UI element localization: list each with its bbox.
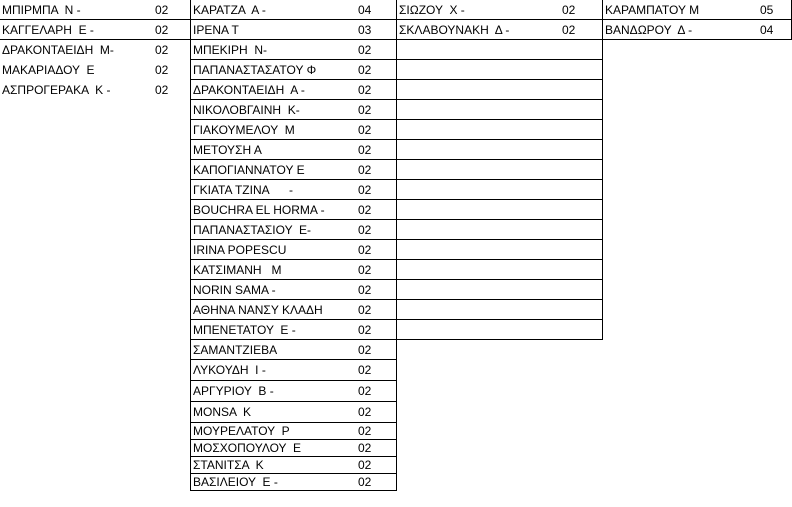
cell-name: ΜΠΙΡΜΠΑ Ν - — [2, 3, 81, 17]
column-4 — [603, 0, 792, 40]
cell-value: 02 — [358, 43, 372, 57]
cell-row[interactable] — [190, 0, 397, 20]
cell-row[interactable] — [0, 80, 190, 100]
cell-name: ΠΑΠΑΝΑΣΤΑΣΙΟΥ Ε- — [193, 223, 312, 237]
cell-name: ΚΑΓΓΕΛΑΡΗ Ε - — [2, 23, 94, 37]
cell-name: NORIN SAMA - — [193, 283, 276, 297]
empty-cell[interactable] — [397, 260, 603, 280]
cell-row[interactable] — [190, 40, 397, 60]
empty-cell[interactable] — [397, 160, 603, 180]
cell-name: ΚΑΠΟΓΙΑΝΝΑΤΟΥ Ε — [193, 163, 305, 177]
cell-row[interactable] — [190, 60, 397, 80]
cell-name: MONSA K — [193, 405, 252, 419]
empty-cell[interactable] — [397, 140, 603, 160]
cell-value: 03 — [358, 23, 372, 37]
cell-name: ΙΡΕΝΑ Τ — [193, 23, 239, 37]
cell-value: 02 — [562, 23, 576, 37]
cell-value: 02 — [358, 223, 372, 237]
cell-value: 02 — [155, 23, 169, 37]
cell-row[interactable] — [190, 260, 397, 280]
cell-name: ΜΠΕΚΙΡΗ Ν- — [193, 43, 268, 57]
cell-name: ΓΚΙΑΤΑ ΤΖΙΝΑ - — [193, 183, 293, 197]
cell-value: 02 — [155, 43, 169, 57]
cell-row[interactable] — [190, 340, 397, 360]
cell-name: ΚΑΡΑΤΖΑ Α - — [193, 3, 266, 17]
cell-name: ΑΘΗΝΑ ΝΑΝΣΥ ΚΛΑΔΗ — [193, 303, 323, 317]
cell-value: 02 — [358, 323, 372, 337]
empty-cell[interactable] — [397, 60, 603, 80]
cell-name: ΜΕΤΟΥΣΗ Α — [193, 143, 262, 157]
cell-name: ΝΙΚΟΛΟΒΓΑΙΝΗ Κ- — [193, 103, 300, 117]
cell-value: 02 — [358, 103, 372, 117]
cell-value: 05 — [760, 3, 774, 17]
cell-value: 02 — [358, 405, 372, 419]
cell-value: 02 — [358, 143, 372, 157]
cell-value: 02 — [358, 63, 372, 77]
cell-value: 02 — [358, 123, 372, 137]
cell-row[interactable] — [190, 220, 397, 240]
cell-row[interactable] — [190, 440, 397, 457]
cell-name: ΣΚΛΑΒΟΥΝΑΚΗ Δ - — [399, 23, 510, 37]
cell-name: ΣΑΜΑΝΤΖΙΕΒΑ — [193, 343, 278, 357]
cell-row[interactable] — [190, 200, 397, 220]
cell-row[interactable] — [190, 280, 397, 300]
cell-name: ΔΡΑΚΟΝΤΑΕΙΔΗ Μ- — [2, 43, 114, 57]
cell-value: 02 — [358, 303, 372, 317]
cell-value: 02 — [358, 475, 372, 489]
cell-name: ΜΑΚΑΡΙΑΔΟΥ Ε — [2, 63, 95, 77]
cell-value: 02 — [562, 3, 576, 17]
cell-value: 02 — [358, 283, 372, 297]
cell-name: ΓΙΑΚΟΥΜΕΛΟΥ Μ — [193, 123, 295, 137]
cell-name: ΜΟΥΡΕΛΑΤΟΥ Ρ — [193, 424, 290, 438]
cell-row[interactable] — [190, 474, 397, 491]
cell-value: 02 — [358, 343, 372, 357]
cell-value: 02 — [358, 363, 372, 377]
cell-row[interactable] — [190, 381, 397, 402]
cell-row[interactable] — [190, 120, 397, 140]
cell-row[interactable] — [190, 20, 397, 40]
cell-row[interactable] — [190, 423, 397, 440]
empty-cell[interactable] — [397, 200, 603, 220]
cell-name: ΑΡΓΥΡΙΟΥ Β - — [193, 384, 274, 398]
cell-name: IRINA POPESCU — [193, 243, 287, 257]
cell-row[interactable] — [190, 300, 397, 320]
cell-row[interactable] — [190, 80, 397, 100]
empty-cell[interactable] — [397, 280, 603, 300]
cell-row[interactable] — [190, 457, 397, 474]
cell-name: ΠΑΠΑΝΑΣΤΑΣΑΤΟΥ Φ — [193, 63, 317, 77]
empty-cell[interactable] — [397, 320, 603, 340]
cell-row[interactable] — [0, 60, 190, 80]
cell-value: 04 — [760, 23, 774, 37]
cell-value: 02 — [358, 243, 372, 257]
cell-value: 02 — [358, 263, 372, 277]
cell-value: 02 — [358, 441, 372, 455]
cell-value: 02 — [358, 424, 372, 438]
cell-name: BOUCHRA EL HORMA - — [193, 203, 325, 217]
cell-row[interactable] — [190, 140, 397, 160]
cell-name: ΣΙΩΖΟΥ Χ - — [399, 3, 465, 17]
cell-row[interactable] — [190, 320, 397, 340]
cell-value: 02 — [155, 83, 169, 97]
cell-name: ΑΣΠΡΟΓΕΡΑΚΑ Κ - — [2, 83, 111, 97]
cell-row[interactable] — [603, 0, 792, 20]
empty-cell[interactable] — [397, 300, 603, 320]
cell-name: ΚΑΤΣΙΜΑΝΗ Μ — [193, 263, 282, 277]
cell-name: ΔΡΑΚΟΝΤΑΕΙΔΗ Α - — [193, 83, 305, 97]
cell-value: 02 — [358, 163, 372, 177]
cell-name: ΒΑΝΔΩΡΟΥ Δ - — [605, 23, 693, 37]
cell-name: ΚΑΡΑΜΠΑΤΟΥ Μ — [605, 3, 700, 17]
cell-row[interactable] — [0, 20, 190, 40]
cell-row[interactable] — [190, 402, 397, 423]
cell-value: 02 — [358, 83, 372, 97]
empty-cell[interactable] — [397, 100, 603, 120]
cell-name: ΒΑΣΙΛΕΙΟΥ Ε - — [193, 475, 278, 489]
cell-row[interactable] — [190, 100, 397, 120]
cell-value: 02 — [155, 3, 169, 17]
empty-cell[interactable] — [397, 220, 603, 240]
cell-row[interactable] — [190, 240, 397, 260]
cell-value: 02 — [155, 63, 169, 77]
cell-row[interactable] — [190, 180, 397, 200]
cell-name: ΣΤΑΝΙΤΣΑ Κ — [193, 458, 264, 472]
cell-row[interactable] — [397, 0, 603, 20]
cell-name: ΜΟΣΧΟΠΟΥΛΟΥ Ε — [193, 441, 301, 455]
cell-row[interactable] — [0, 40, 190, 60]
empty-cell[interactable] — [397, 120, 603, 140]
column-1 — [0, 0, 190, 100]
cell-name: ΜΠΕΝΕΤΑΤΟΥ Ε - — [193, 323, 296, 337]
cell-value: 04 — [358, 3, 372, 17]
cell-row[interactable] — [603, 20, 792, 40]
cell-value: 02 — [358, 384, 372, 398]
cell-row[interactable] — [0, 0, 190, 20]
empty-cell[interactable] — [397, 80, 603, 100]
empty-cell[interactable] — [397, 40, 603, 60]
cell-value: 02 — [358, 458, 372, 472]
column-2 — [190, 0, 397, 491]
cell-name: ΛΥΚΟΥΔΗ Ι - — [193, 363, 266, 377]
cell-value: 02 — [358, 183, 372, 197]
cell-row[interactable] — [190, 360, 397, 381]
cell-value: 02 — [358, 203, 372, 217]
empty-cell[interactable] — [397, 240, 603, 260]
cell-row[interactable] — [397, 20, 603, 40]
cell-row[interactable] — [190, 160, 397, 180]
column-3 — [397, 0, 603, 340]
empty-cell[interactable] — [397, 180, 603, 200]
